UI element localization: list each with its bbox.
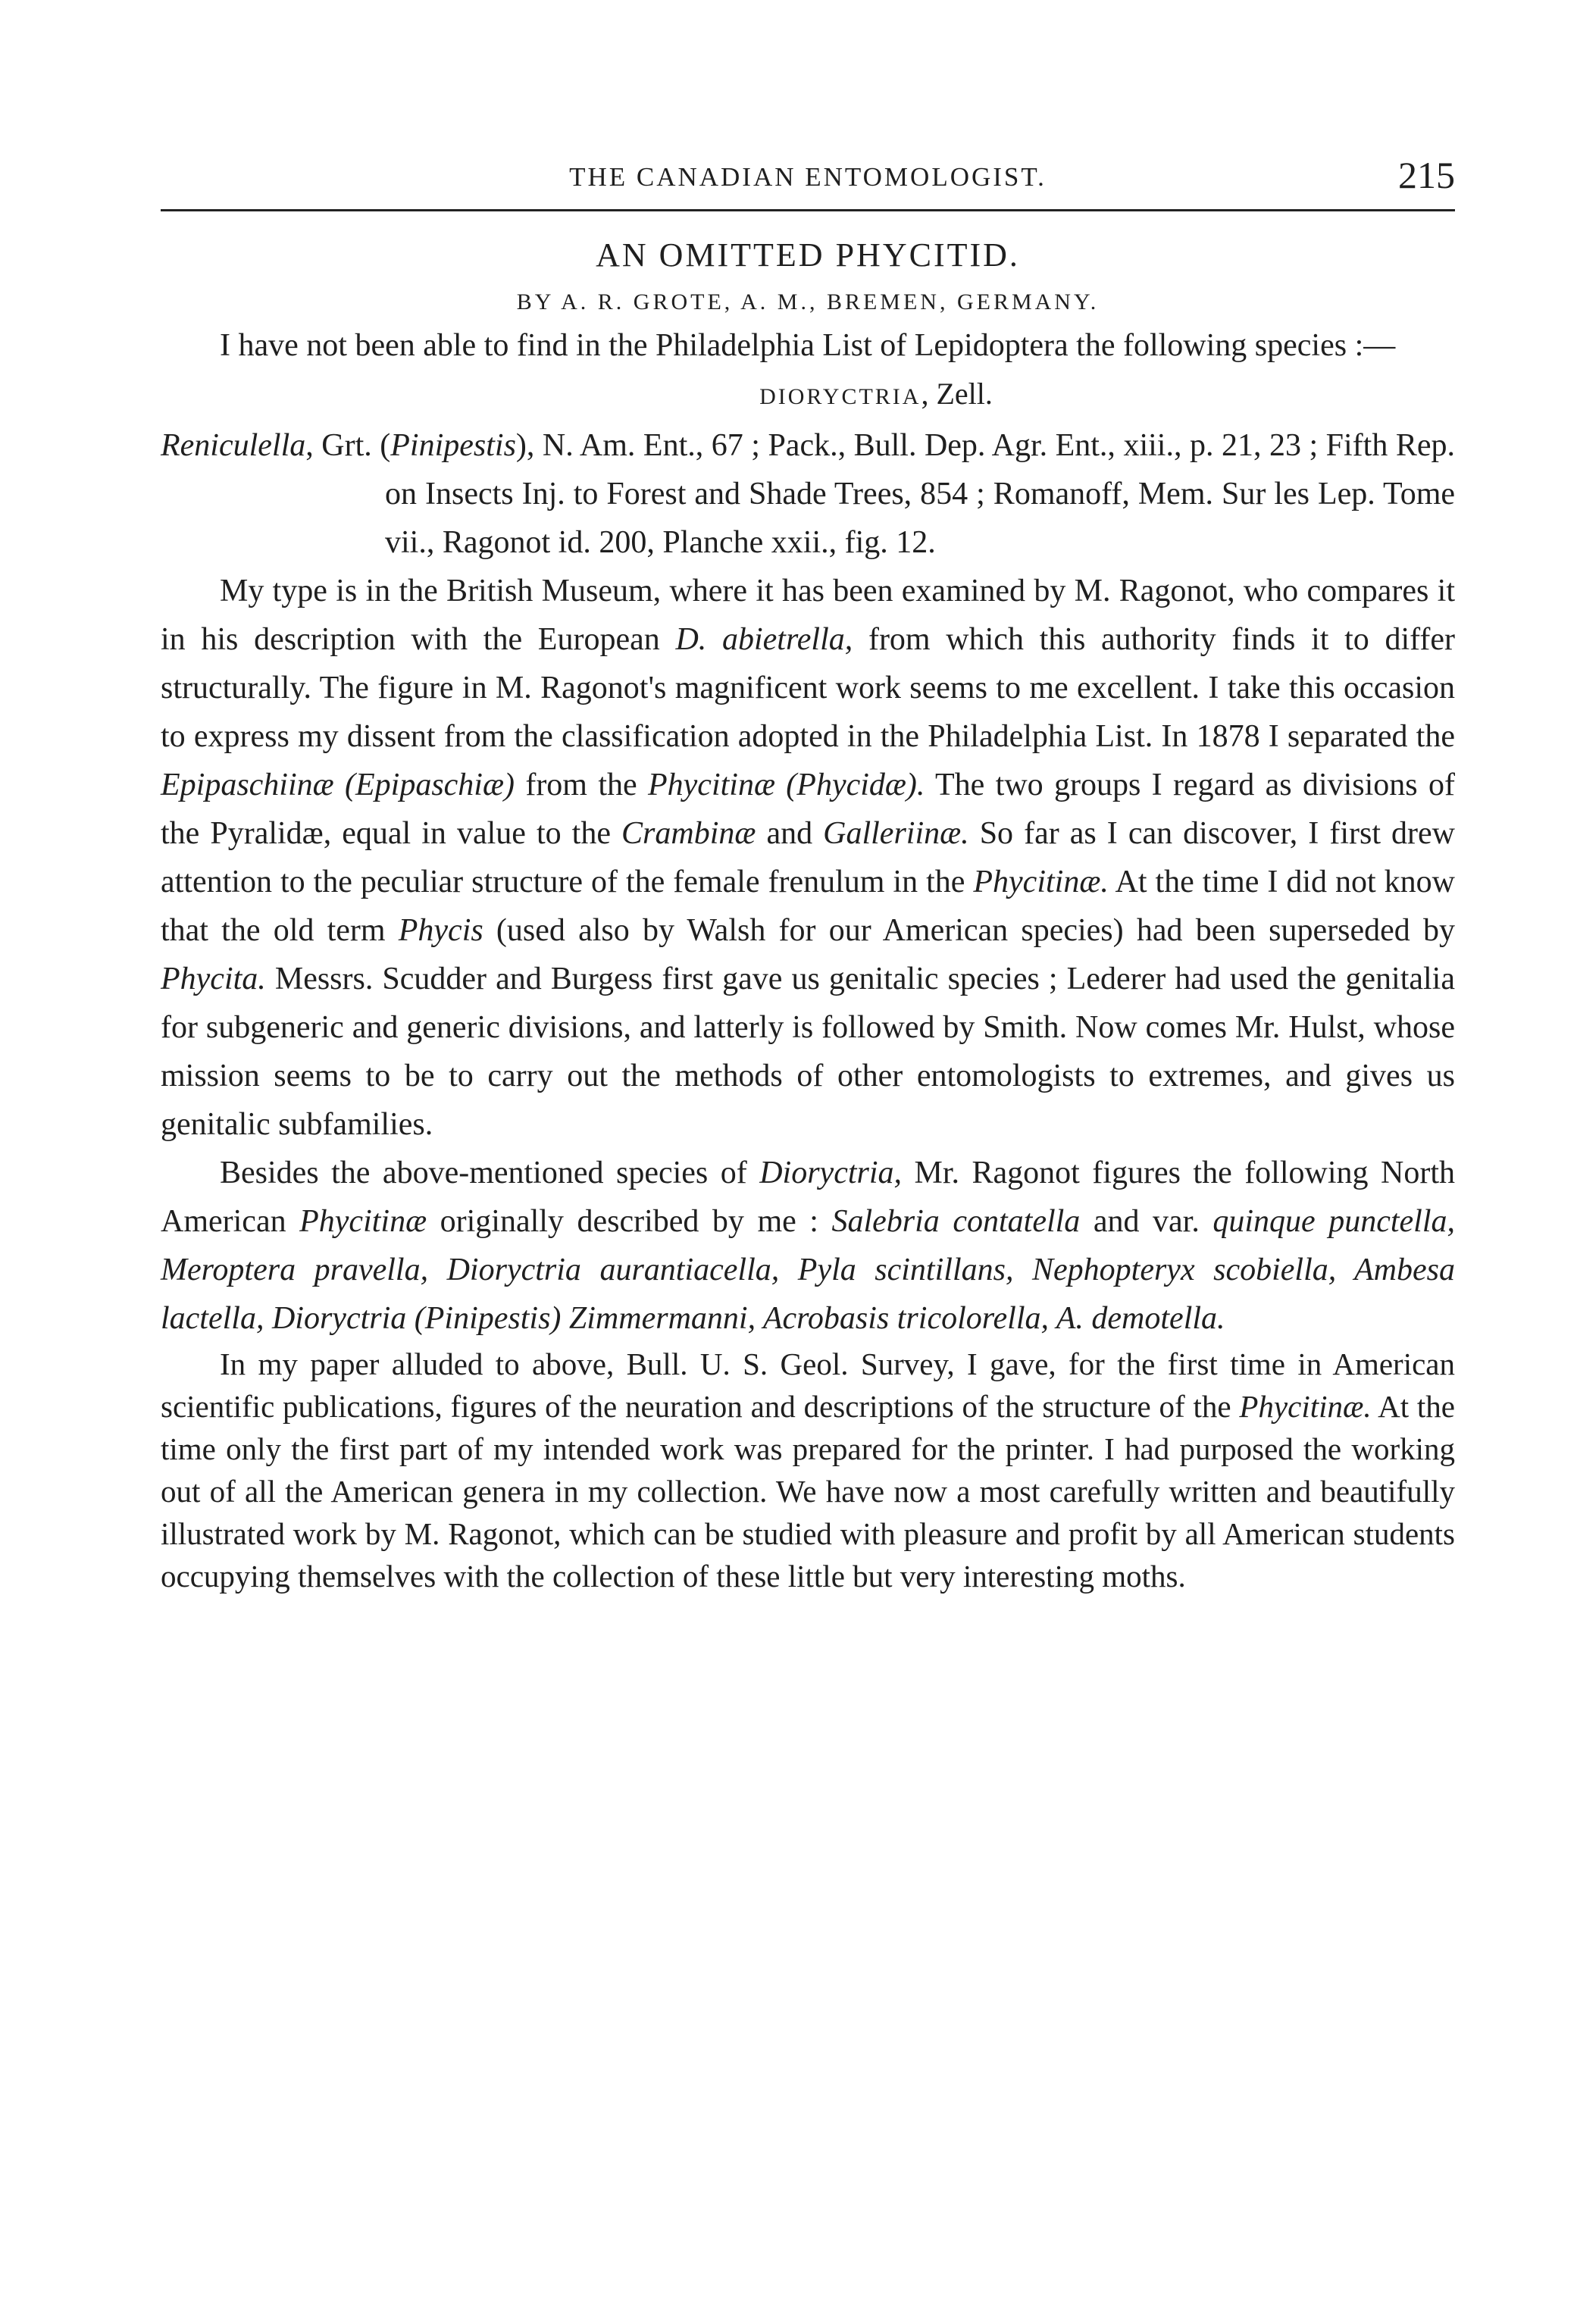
- text-run: Besides the above-mentioned species of: [220, 1155, 760, 1190]
- synonymy-entry: [161, 421, 1455, 567]
- italic-run: Galleriinæ.: [823, 815, 969, 851]
- text-run: At the time I did not know that the old term: [161, 864, 1455, 948]
- italic-run: Phycitinæ.: [1239, 1388, 1372, 1424]
- text-run: So far as I can discover, I first drew attention to the peculiar structure of the female frenulum in the: [161, 815, 1455, 899]
- text-run: Mr. Ragonot figures the following North American: [161, 1155, 1455, 1239]
- text-run: and: [756, 815, 824, 851]
- text-run: (used also by Walsh for our American species) had been superseded by: [483, 912, 1455, 948]
- byline: BY A. R. GROTE, A. M., BREMEN, GERMANY.: [516, 289, 1100, 314]
- genus-author: , Zell.: [921, 376, 993, 411]
- paragraph-intro: [161, 321, 1455, 370]
- text-run: from the: [514, 767, 648, 802]
- text-run: My type is in the British Museum, where it has been examined by M. Ragonot, who compares it in his description with the European: [161, 573, 1455, 657]
- italic-run: D. abietrella,: [675, 621, 853, 657]
- text-run: The two groups I regard as divisions of the Pyralidæ, equal in value to the: [161, 767, 1455, 851]
- journal-title: THE CANADIAN ENTOMOLOGIST.: [569, 162, 1047, 192]
- text-run: Messrs. Scudder and Burgess first gave us genitalic species ; Lederer had used the genitalia for subgeneric and generic divisions, and latterly is followed by Smith. Now comes Mr. Hulst, whose mission seems to be to carry out the methods of other entomologists to extremes, and gives us genitalic subfamilies.: [161, 961, 1455, 1142]
- paragraph-species-list: [161, 1149, 1455, 1343]
- italic-run: Salebria contatella: [831, 1203, 1081, 1239]
- page-number: 215: [1398, 154, 1455, 196]
- italic-run: Phycita.: [161, 961, 266, 996]
- paragraph-type-specimen: [161, 567, 1455, 1149]
- italic-run: Crambinæ: [621, 815, 756, 851]
- italic-run: Epipaschiinæ (Epipaschiæ): [161, 767, 515, 802]
- genus-name: DIORYCTRIA: [759, 383, 921, 409]
- text-run: and var.: [1080, 1203, 1213, 1239]
- italic-run: Phycis: [398, 912, 483, 948]
- article-title: AN OMITTED PHYCITID.: [596, 236, 1020, 274]
- paragraph-text: I have not been able to find in the Philadelphia List of Lepidoptera the following species :—: [220, 327, 1396, 363]
- species-name: Reniculella: [161, 427, 306, 463]
- italic-run: Phycitinæ: [299, 1203, 427, 1239]
- italic-run: Phycitinæ.: [973, 864, 1109, 899]
- text-run: At the time only the first part of my intended work was prepared for the printer. I had purposed the working out of all the American genera in my collection. We have now a most carefully written and beautifully illustrated work by M. Ragonot, which can be studied with pleasure and profit by all American students occupying themselves with the collection of these little but very interesting moths.: [161, 1388, 1455, 1594]
- synonym-name: Pinipestis: [390, 427, 516, 463]
- italic-run: quinque punctella, Meroptera pravella, Dioryctria aurantiacella, Pyla scintillans, Nephopteryx scobiella, Ambesa lactella, Dioryctria (Pinipestis) Zimmermanni, Acrobasis tricolorella, A. demotella.: [161, 1203, 1455, 1336]
- genus-heading: [161, 370, 1455, 421]
- text-run: In my paper alluded to above, Bull. U. S. Geol. Survey, I gave, for the first time in American scientific publications, figures of the neuration and descriptions of the structure of the: [161, 1346, 1455, 1424]
- paragraph-closing: [161, 1343, 1455, 1597]
- italic-run: Phycitinæ (Phycidæ).: [648, 767, 925, 802]
- synonymy-references: ), N. Am. Ent., 67 ; Pack., Bull. Dep. Agr. Ent., xiii., p. 21, 23 ; Fifth Rep. on Insects Inj. to Forest and Shade Trees, 854 ; Romanoff, Mem. Sur les Lep. Tome vii., Ragonot id. 200, Planche xxii., fig. 12.: [385, 427, 1455, 560]
- italic-run: Dioryctria,: [759, 1155, 903, 1190]
- running-header: [161, 152, 1455, 205]
- header-rule: [161, 209, 1455, 211]
- text-run: originally described by me :: [427, 1203, 832, 1239]
- text-run: from which this authority finds it to differ structurally. The figure in M. Ragonot's magnificent work seems to me excellent. I take this occasion to express my dissent from the classification adopted in the Philadelphia List. In 1878 I separated the: [161, 621, 1456, 754]
- synonymy-text: , Grt. (: [305, 427, 391, 463]
- document-page: [161, 152, 1455, 1597]
